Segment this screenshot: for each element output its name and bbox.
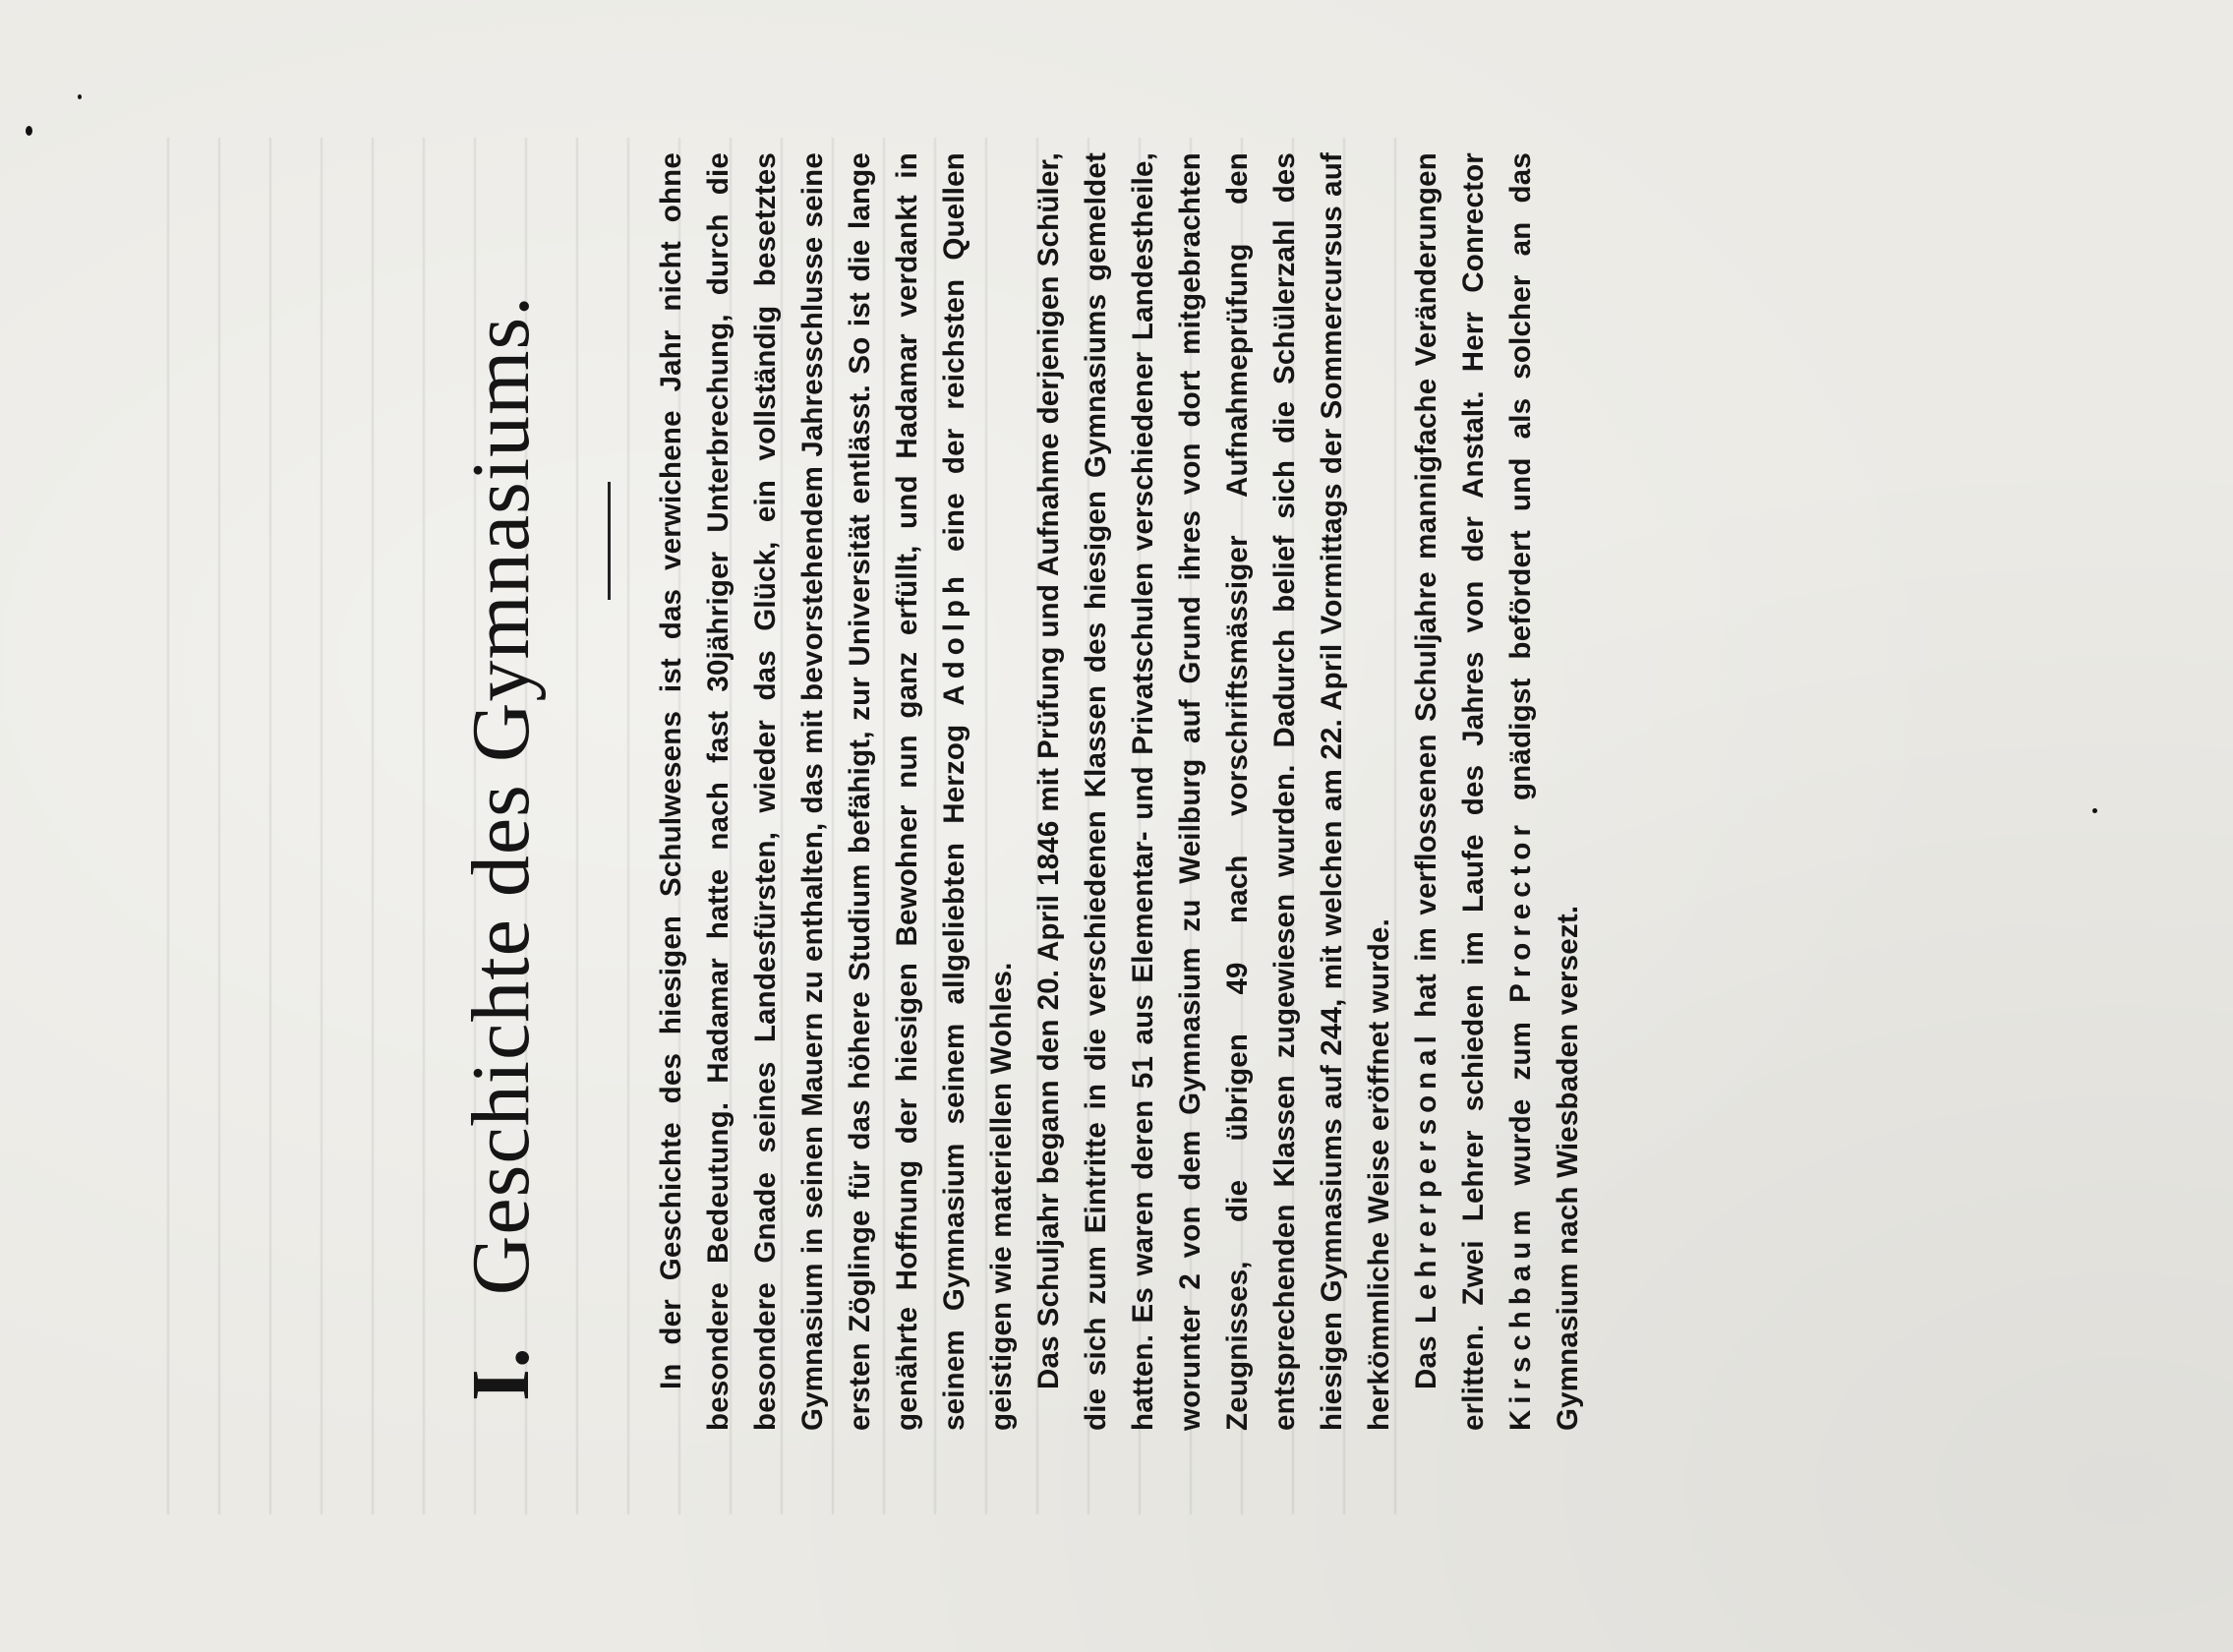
chapter-title	[393, 133, 610, 1431]
text-run: Das	[1410, 1323, 1442, 1389]
text-run: wurde zum	[1504, 1002, 1537, 1205]
paragraph	[648, 152, 1026, 1431]
paragraph	[1403, 152, 1592, 1431]
text-run: hat im verflossenen Schuljahre mannigfache Veränderungen erlitten. Zwei Lehrer schieden im Laufe des Jahres von der Anstalt. Herr Conrector	[1410, 152, 1490, 1431]
spaced-name: Adolph	[938, 570, 970, 706]
chapter-heading: Geschichte des Gymnasiums.	[455, 294, 547, 1296]
text-run: gnädigst befördert und als solcher an das Gymnasium nach Wiesbaden versezt.	[1504, 152, 1584, 1431]
paragraph	[1026, 152, 1403, 1431]
text-run: Das Schuljahr begann den 20. April 1846 mit Prüfung und Aufnahme derjenigen Schüler, die sich zum Eintritte in die verschiedenen Klassen des hiesigen Gymnasiums gemeldet hatten. Es waren deren 51 aus Elementar- und Privatschulen verschiedener Landestheile, worunter 2 von dem Gymnasium zu Weilburg auf Grund ihres von dort mitgebrachten Zeugnisses, die übrigen 49 nach vorschriftsmässiger Aufnahmeprüfung den entsprechenden Klassen zugewiesen wurden. Dadurch belief sich die Schülerzahl des hiesigen Gymnasiums auf 244, mit welchen am 22. April Vormittags der Sommercursus auf herkömmliche Weise eröffnet wurde.	[1032, 152, 1395, 1431]
body-text	[648, 152, 1592, 1431]
text-run: In der Geschichte des hiesigen Schulwesens ist das verwichene Jahr nicht ohne besondere Bedeutung. Hadamar hatte nach fast 30jähriger Unterbrechung, durch die besondere Gnade seines Landesfürsten, wieder das Glück, ein vollständig besetztes Gymnasium in seinen Mauern zu enthalten, das mit bevorstehendem Jahresschlusse seine ersten Zöglinge für das höhere Studium befähigt, zur Universität entlässt. So ist die lange genährte Hoffnung der hiesigen Bewohner nun ganz erfüllt, und Hadamar verdankt in seinem Gymnasium seinem allgeliebten Herzog	[655, 152, 970, 1431]
rotated-page-content	[393, 133, 1849, 1431]
spaced-title: Prorector	[1504, 819, 1537, 1003]
chapter-number: I.	[455, 1346, 547, 1401]
spaced-term: Lehrerpersonal	[1410, 1030, 1442, 1324]
dust-speck	[78, 94, 82, 99]
dust-speck	[2092, 808, 2097, 813]
dust-speck	[26, 126, 32, 136]
spaced-name: Kirschbaum	[1504, 1204, 1537, 1431]
text-run: eine der reichsten Quellen geistigen wie materiellen Wohles.	[938, 152, 1018, 1431]
